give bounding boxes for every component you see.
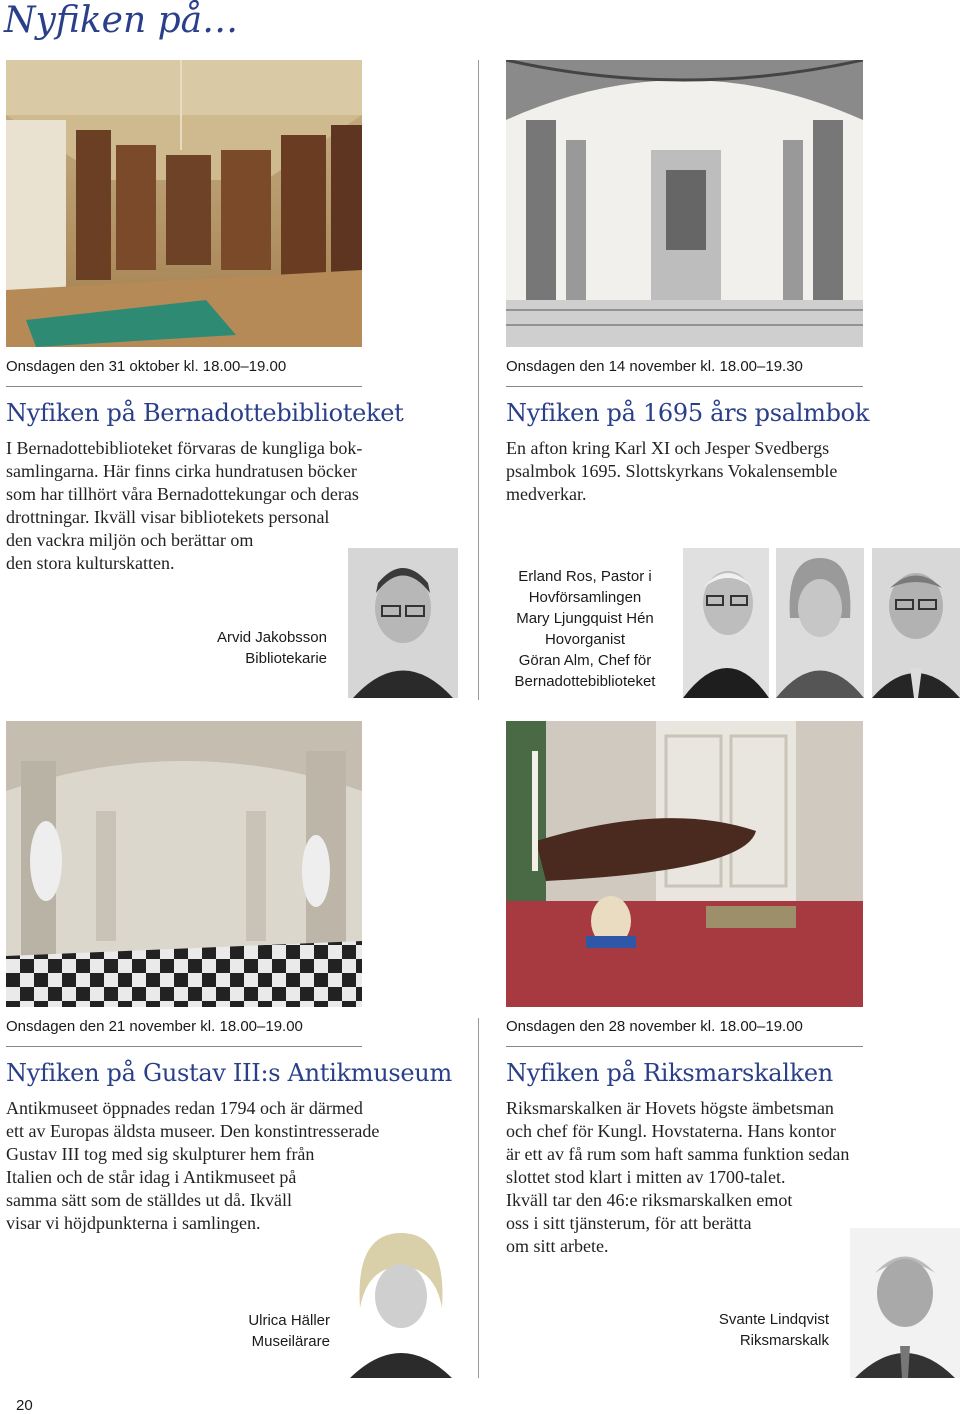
office-photo: [506, 721, 863, 1007]
page-title: Nyfiken på…: [4, 0, 239, 41]
portrait-photo: [683, 548, 769, 698]
event-date: Onsdagen den 14 november kl. 18.00–19.30: [506, 358, 803, 375]
people-caption: [500, 566, 670, 692]
person-name: Göran Alm, Chef för: [518, 652, 652, 669]
event-date: Onsdagen den 28 november kl. 18.00–19.00: [506, 1018, 803, 1035]
description-line: ett av Europas äldsta museer. Den konstintresserade: [6, 1121, 380, 1141]
description-line: Italien och de står idag i Antikmuseet på: [6, 1167, 297, 1187]
library-photo: [6, 60, 362, 347]
portrait-photo: [850, 1228, 960, 1378]
person-name: Ulrica Häller: [248, 1312, 330, 1329]
person-name: Mary Ljungquist Hén: [516, 610, 654, 627]
person-caption: [680, 1309, 829, 1351]
description-line: är ett av få rum som haft samma funktion sedan: [506, 1144, 850, 1164]
event-heading: Nyfiken på Riksmarskalken: [506, 1059, 833, 1087]
portrait-photo: [872, 548, 960, 698]
portrait-photo: [348, 548, 458, 698]
description-line: En afton kring Karl XI och Jesper Svedbergs: [506, 438, 830, 458]
description-line: Ikväll tar den 46:e riksmarskalken emot: [506, 1190, 793, 1210]
person-title: Riksmarskalk: [739, 1332, 829, 1349]
event-heading: Nyfiken på 1695 års psalmbok: [506, 399, 870, 427]
description-line: om sitt arbete.: [506, 1236, 609, 1256]
description-line: Gustav III tog med sig skulpturer hem från: [6, 1144, 315, 1164]
person-title: Bibliotekarie: [245, 650, 327, 667]
event-date: Onsdagen den 31 oktober kl. 18.00–19.00: [6, 358, 287, 375]
divider-line: [506, 386, 863, 387]
description-line: samma sätt som de ställdes ut då. Ikväll: [6, 1190, 292, 1210]
event-date: Onsdagen den 21 november kl. 18.00–19.00: [6, 1018, 303, 1035]
description-line: samlingarna. Här finns cirka hundratusen böcker: [6, 461, 357, 481]
description-line: I Bernadottebiblioteket förvaras de kungliga bok-: [6, 438, 363, 458]
column-divider-top: [478, 60, 479, 700]
person-title: Bernadottebiblioteket: [514, 673, 656, 690]
person-title: Museilärare: [251, 1333, 330, 1350]
person-name: Svante Lindqvist: [718, 1311, 829, 1328]
person-caption: [180, 1310, 330, 1352]
description-line: medverkar.: [506, 484, 587, 504]
person-title: Hovorganist: [544, 631, 626, 648]
description-line: den stora kulturskatten.: [6, 553, 175, 573]
event-description: [6, 1097, 456, 1235]
description-line: Riksmarskalken är Hovets högste ämbetsman: [506, 1098, 834, 1118]
portrait-photo: [345, 1228, 457, 1378]
church-engraving: [506, 60, 863, 347]
description-line: Antikmuseet öppnades redan 1794 och är därmed: [6, 1098, 363, 1118]
description-line: som har tillhört våra Bernadottekungar och deras: [6, 484, 359, 504]
event-heading: Nyfiken på Bernadottebiblioteket: [6, 399, 404, 427]
person-name: Erland Ros, Pastor i: [518, 568, 652, 585]
description-line: slottet stod klart i mitten av 1700-talet.: [506, 1167, 786, 1187]
portrait-photo: [776, 548, 864, 698]
page-number: 20: [16, 1397, 33, 1414]
divider-line: [506, 1046, 863, 1047]
event-description: [506, 437, 946, 506]
description-line: psalmbok 1695. Slottskyrkans Vokalensemble: [506, 461, 838, 481]
divider-line: [6, 386, 362, 387]
column-divider-bottom: [478, 1018, 479, 1378]
person-name: Arvid Jakobsson: [216, 629, 327, 646]
event-heading: Nyfiken på Gustav III:s Antikmuseum: [6, 1059, 452, 1087]
description-line: visar vi höjdpunkterna i samlingen.: [6, 1213, 261, 1233]
museum-photo: [6, 721, 362, 1007]
description-line: den vackra miljön och berättar om: [6, 530, 254, 550]
description-line: drottningar. Ikväll visar bibliotekets personal: [6, 507, 330, 527]
divider-line: [6, 1046, 362, 1047]
description-line: och chef för Kungl. Hovstaterna. Hans kontor: [506, 1121, 836, 1141]
description-line: oss i sitt tjänsterum, för att berätta: [506, 1213, 752, 1233]
person-caption: [180, 627, 327, 669]
person-title: Hovförsamlingen: [528, 589, 642, 606]
